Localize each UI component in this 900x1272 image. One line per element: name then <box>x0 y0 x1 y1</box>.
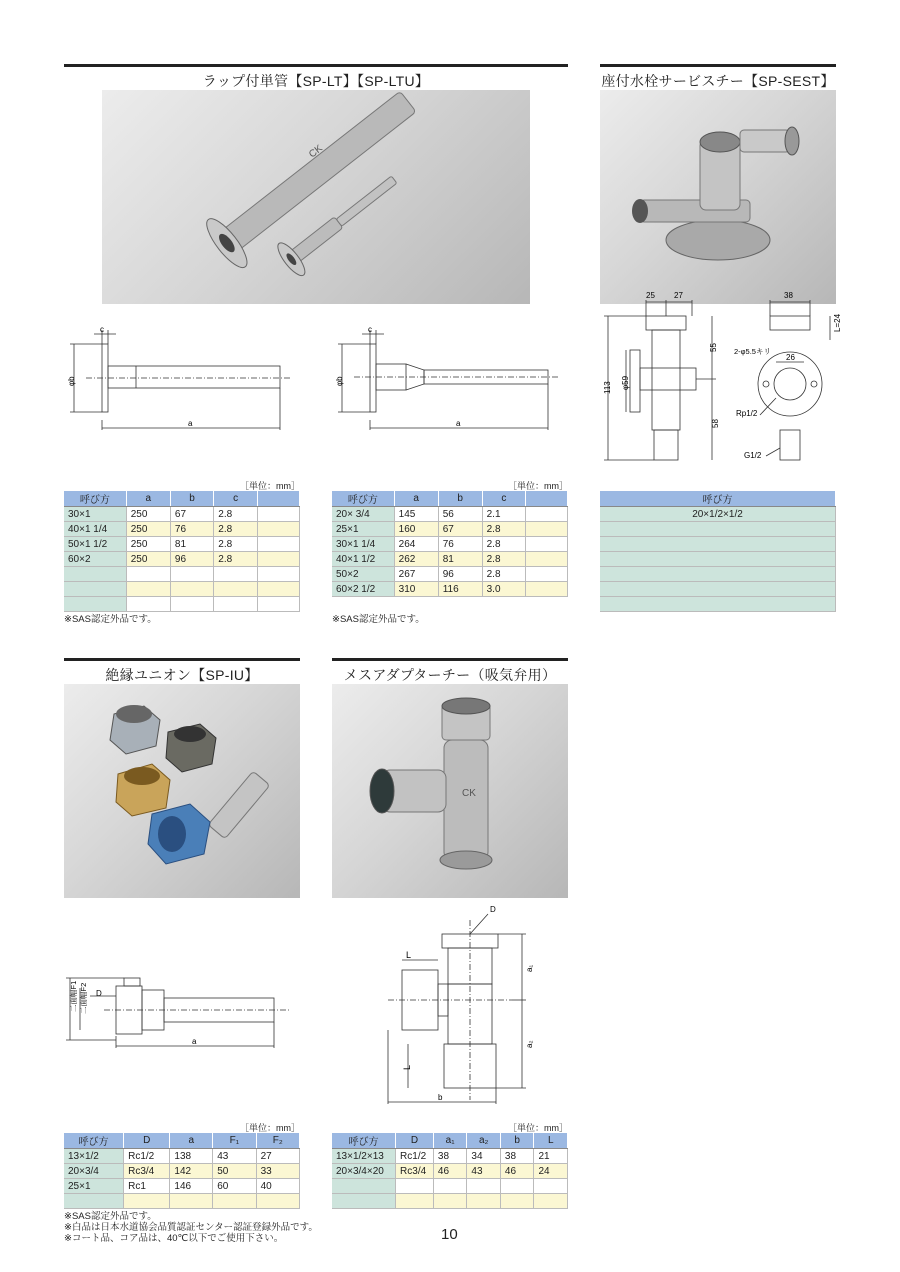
dim-d-ft: D <box>490 905 496 914</box>
table-row <box>332 522 568 537</box>
table-header-cell: b <box>438 491 482 507</box>
table-cell: 50×2 <box>332 567 394 582</box>
table-cell: 2.1 <box>482 507 526 522</box>
table-header-cell: a <box>170 1133 213 1149</box>
table-cell <box>170 597 213 612</box>
dim-55: 55 <box>709 343 718 352</box>
table-cell: Rc1 <box>124 1179 170 1194</box>
table-cell: 46 <box>433 1164 467 1179</box>
table-row <box>600 537 836 552</box>
table-cell <box>534 1179 568 1194</box>
table-cell: 3.0 <box>482 582 526 597</box>
table-cell: 81 <box>438 552 482 567</box>
table-cell: Rc1/2 <box>124 1149 170 1164</box>
female-tee-illustration <box>332 684 568 898</box>
product-photo-lt <box>102 90 530 304</box>
table-lt-right <box>332 491 568 597</box>
table-cell: 76 <box>438 537 482 552</box>
table-header-cell: D <box>396 1133 434 1149</box>
photo-mark-lt: CK <box>307 143 325 161</box>
table-cell: 160 <box>394 522 438 537</box>
product-photo-iu <box>64 684 300 898</box>
table-cell <box>214 567 258 582</box>
table-cell <box>526 537 568 552</box>
notes-iu <box>64 1211 324 1244</box>
table-cell <box>600 522 836 537</box>
drawing-sest <box>600 288 842 464</box>
dim-59: φ59 <box>621 375 630 390</box>
table-cell: Rc3/4 <box>396 1164 434 1179</box>
table-row <box>332 507 568 522</box>
drawing-iu <box>64 966 300 1050</box>
table-row <box>64 522 300 537</box>
table-cell: 20×3/4×20 <box>332 1164 396 1179</box>
table-header-row <box>332 1133 568 1149</box>
table-cell: 81 <box>170 537 213 552</box>
product-photo-ft <box>332 684 568 898</box>
section-title-lt: ラップ付単管【SP-LT】【SP-LTU】 <box>64 64 568 93</box>
table-cell <box>213 1194 256 1209</box>
table-header-cell: 呼び方 <box>64 1133 124 1149</box>
table-cell: 30×1 1/4 <box>332 537 394 552</box>
table-cell: 76 <box>170 522 213 537</box>
table-cell: 40×1 1/2 <box>332 552 394 567</box>
table-row <box>64 507 300 522</box>
table-cell: 2.8 <box>214 537 258 552</box>
dim-b-ft: b <box>438 1093 443 1102</box>
section-lt <box>64 64 568 93</box>
table-cell: 2.8 <box>482 552 526 567</box>
section-title-iu: 絶縁ユニオン【SP-IU】 <box>64 658 300 687</box>
table-cell: 20× 3/4 <box>332 507 394 522</box>
table-cell <box>332 1179 396 1194</box>
table-cell: 33 <box>256 1164 299 1179</box>
table-cell: 67 <box>438 522 482 537</box>
table-cell <box>526 567 568 582</box>
table-cell: 250 <box>126 522 170 537</box>
table-cell: 40 <box>256 1179 299 1194</box>
table-cell: 145 <box>394 507 438 522</box>
unit-label-lt-left: ［単位：mm］ <box>240 481 300 491</box>
product-photo-sest <box>600 90 836 304</box>
table-row <box>332 1164 568 1179</box>
table-header-cell: F₂ <box>256 1133 299 1149</box>
union-illustration <box>64 684 300 898</box>
table-cell: 96 <box>170 552 213 567</box>
table-cell: 310 <box>394 582 438 597</box>
table-cell <box>600 597 836 612</box>
table-cell <box>258 537 300 552</box>
dim-38: 38 <box>784 291 793 300</box>
table-cell: 60×2 <box>64 552 126 567</box>
table-cell: 50 <box>213 1164 256 1179</box>
dim-25: 25 <box>646 291 655 300</box>
pipe-illustration-lt <box>102 90 530 304</box>
table-cell: 250 <box>126 552 170 567</box>
table-cell: 38 <box>433 1149 467 1164</box>
table-cell: 13×1/2 <box>64 1149 124 1164</box>
table-cell: 264 <box>394 537 438 552</box>
table-cell <box>600 567 836 582</box>
section-title-sest: 座付水栓サービスチー【SP-SEST】 <box>600 64 836 93</box>
note-iu-2: ※白品は日本水道協会品質認証センター認証登録外品です。 <box>64 1222 318 1233</box>
table-cell <box>256 1194 299 1209</box>
table-cell <box>433 1179 467 1194</box>
table-cell <box>214 582 258 597</box>
table-header-cell: 呼び方 <box>332 1133 396 1149</box>
table-cell: 2.8 <box>482 537 526 552</box>
unit-label-ft: ［単位：mm］ <box>508 1123 568 1133</box>
table-cell <box>126 597 170 612</box>
table-cell: 20×3/4 <box>64 1164 124 1179</box>
dim-27: 27 <box>674 291 683 300</box>
table-header-cell: a <box>126 491 170 507</box>
table-header-cell: 呼び方 <box>332 491 394 507</box>
table-cell <box>126 582 170 597</box>
section-iu <box>64 658 300 687</box>
table-cell: Rc1/2 <box>396 1149 434 1164</box>
dim-a-lt-right: a <box>456 419 461 428</box>
table-cell: 2.8 <box>214 552 258 567</box>
table-row <box>600 597 836 612</box>
table-cell <box>170 1194 213 1209</box>
table-header-cell: b <box>500 1133 534 1149</box>
service-tee-illustration <box>600 90 836 304</box>
note-lt-right: ※SAS認定外品です。 <box>332 614 425 625</box>
note-iu-1: ※SAS認定外品です。 <box>64 1211 157 1222</box>
table-header-cell: a <box>394 491 438 507</box>
table-cell <box>64 1194 124 1209</box>
table-header-row <box>64 1133 300 1149</box>
table-cell <box>64 567 126 582</box>
table-cell <box>126 567 170 582</box>
table-row <box>64 597 300 612</box>
table-cell: 96 <box>438 567 482 582</box>
table-header-row <box>600 491 836 507</box>
table-cell: 60×2 1/2 <box>332 582 394 597</box>
table-ft <box>332 1133 568 1209</box>
table-cell: 2.8 <box>214 507 258 522</box>
table-cell <box>170 582 213 597</box>
table-row <box>64 567 300 582</box>
dim-d-iu: D <box>96 989 102 998</box>
table-row <box>64 537 300 552</box>
table-cell <box>526 507 568 522</box>
table-lt-left <box>64 491 300 612</box>
table-row <box>64 1179 300 1194</box>
photo-mark-ft: CK <box>462 788 476 799</box>
dim-58: 58 <box>711 419 720 428</box>
page-number: 10 <box>441 1226 458 1243</box>
table-cell <box>396 1194 434 1209</box>
table-cell: 24 <box>534 1164 568 1179</box>
table-cell <box>433 1194 467 1209</box>
table-row <box>332 552 568 567</box>
dim-rp: Rp1/2 <box>736 409 758 418</box>
table-header-cell: F₁ <box>213 1133 256 1149</box>
table-cell <box>170 567 213 582</box>
table-cell: 50×1 1/2 <box>64 537 126 552</box>
table-cell <box>500 1194 534 1209</box>
dim-a-lt-left: a <box>188 419 193 428</box>
table-header-row <box>332 491 568 507</box>
table-cell <box>467 1179 501 1194</box>
table-cell: 2.8 <box>482 567 526 582</box>
table-row <box>332 1179 568 1194</box>
table-cell <box>332 1194 396 1209</box>
dim-f2: 二面幅F2 <box>79 982 88 1014</box>
dim-a2: a₂ <box>525 1040 534 1048</box>
drawing-lt-right <box>334 322 564 434</box>
table-row <box>64 1149 300 1164</box>
table-cell <box>534 1194 568 1209</box>
table-cell <box>258 552 300 567</box>
table-cell: 116 <box>438 582 482 597</box>
table-cell: 25×1 <box>64 1179 124 1194</box>
dim-a1: a₁ <box>525 964 534 972</box>
table-cell: 21 <box>534 1149 568 1164</box>
drawing-ft <box>332 900 568 1110</box>
dim-f1: 二面幅F1 <box>69 980 78 1012</box>
dim-b-lt-left: φb <box>67 376 76 386</box>
table-cell <box>64 582 126 597</box>
table-cell: Rc3/4 <box>124 1164 170 1179</box>
table-cell: 142 <box>170 1164 213 1179</box>
dim-l-bottom: L <box>402 1064 412 1070</box>
table-row <box>600 522 836 537</box>
table-cell: 262 <box>394 552 438 567</box>
table-cell: 34 <box>467 1149 501 1164</box>
dim-26: 26 <box>786 353 795 362</box>
table-cell: 43 <box>213 1149 256 1164</box>
drawing-lt-left <box>66 322 296 434</box>
table-cell <box>124 1194 170 1209</box>
unit-label-lt-right: ［単位：mm］ <box>508 481 568 491</box>
note-iu-3: ※コート品、コア品は、40℃以下でご使用下さい。 <box>64 1233 284 1244</box>
dim-l24: L=24 <box>833 313 842 332</box>
table-row <box>64 1194 300 1209</box>
table-row <box>600 552 836 567</box>
table-cell <box>396 1179 434 1194</box>
table-cell <box>214 597 258 612</box>
table-cell: 267 <box>394 567 438 582</box>
table-cell: 20×1/2×1/2 <box>600 507 836 522</box>
section-sest <box>600 64 836 93</box>
table-cell: 27 <box>256 1149 299 1164</box>
table-cell: 46 <box>500 1164 534 1179</box>
table-cell <box>600 537 836 552</box>
table-header-cell <box>526 491 568 507</box>
section-title-ft: メスアダプターチー（吸気弁用） <box>332 658 568 687</box>
dim-c-lt-left: c <box>100 325 104 334</box>
table-cell: 250 <box>126 537 170 552</box>
table-row <box>600 582 836 597</box>
table-cell: 2.8 <box>214 522 258 537</box>
table-cell <box>258 582 300 597</box>
table-cell: 43 <box>467 1164 501 1179</box>
dim-c-lt-right: c <box>368 325 372 334</box>
table-row <box>64 1164 300 1179</box>
table-header-cell: a₁ <box>433 1133 467 1149</box>
dim-hole: 2-φ5.5キリ <box>734 347 771 356</box>
table-header-cell: a₂ <box>467 1133 501 1149</box>
table-cell <box>526 522 568 537</box>
table-row <box>64 552 300 567</box>
table-header-cell: L <box>534 1133 568 1149</box>
table-cell: 25×1 <box>332 522 394 537</box>
table-header-cell: c <box>482 491 526 507</box>
table-header-cell: 呼び方 <box>600 491 836 507</box>
table-cell <box>526 552 568 567</box>
table-cell: 13×1/2×13 <box>332 1149 396 1164</box>
table-iu <box>64 1133 300 1209</box>
table-cell: 60 <box>213 1179 256 1194</box>
dim-113: 113 <box>603 381 612 394</box>
table-cell: 67 <box>170 507 213 522</box>
dim-l-top: L <box>406 950 412 960</box>
table-cell <box>600 552 836 567</box>
table-cell: 138 <box>170 1149 213 1164</box>
table-row <box>600 507 836 522</box>
table-sest <box>600 491 836 612</box>
dim-b-lt-right: φb <box>335 376 344 386</box>
section-ft <box>332 658 568 687</box>
unit-label-iu: ［単位：mm］ <box>240 1123 300 1133</box>
table-header-cell: b <box>170 491 213 507</box>
table-cell: 56 <box>438 507 482 522</box>
table-header-row <box>64 491 300 507</box>
table-row <box>332 567 568 582</box>
table-row <box>332 537 568 552</box>
table-row <box>600 567 836 582</box>
table-header-cell: 呼び方 <box>64 491 126 507</box>
table-row <box>64 582 300 597</box>
table-row <box>332 1194 568 1209</box>
table-cell <box>526 582 568 597</box>
note-lt-left: ※SAS認定外品です。 <box>64 614 157 625</box>
table-cell <box>467 1194 501 1209</box>
table-cell <box>258 522 300 537</box>
table-row <box>332 582 568 597</box>
table-row <box>332 1149 568 1164</box>
table-cell <box>258 567 300 582</box>
table-cell <box>600 582 836 597</box>
table-header-cell: c <box>214 491 258 507</box>
table-cell: 2.8 <box>482 522 526 537</box>
table-cell: 30×1 <box>64 507 126 522</box>
table-cell <box>500 1179 534 1194</box>
table-header-cell <box>258 491 300 507</box>
table-cell <box>258 597 300 612</box>
table-cell: 38 <box>500 1149 534 1164</box>
table-header-cell: D <box>124 1133 170 1149</box>
table-cell <box>64 597 126 612</box>
table-cell: 40×1 1/4 <box>64 522 126 537</box>
dim-a-iu: a <box>192 1037 197 1046</box>
dim-g: G1/2 <box>744 451 762 460</box>
table-cell <box>258 507 300 522</box>
table-cell: 250 <box>126 507 170 522</box>
table-cell: 146 <box>170 1179 213 1194</box>
